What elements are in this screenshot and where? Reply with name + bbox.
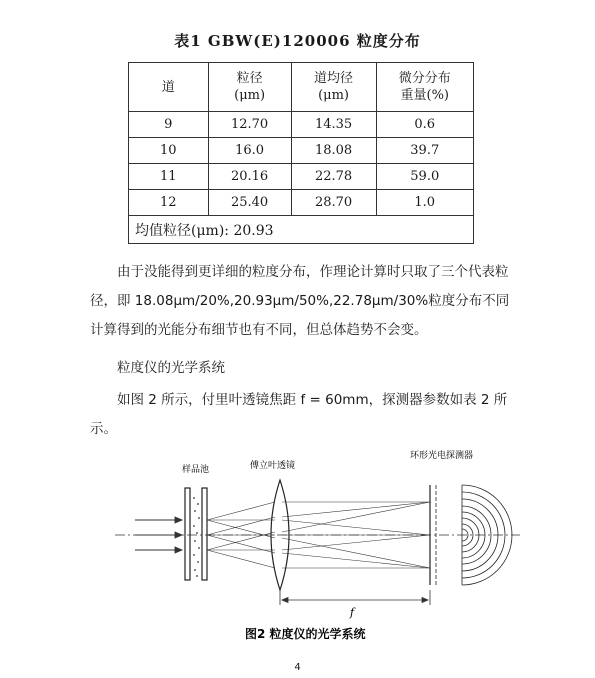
cell-weight: 39.7 [376, 138, 473, 164]
table-row [129, 138, 474, 164]
cell-mean-diameter: 18.08 [291, 138, 376, 164]
table-row [129, 164, 474, 190]
incident-beam [135, 517, 182, 553]
table-header-row [129, 63, 474, 112]
figure-caption: 图2 粒度仪的光学系统 [245, 627, 366, 641]
cell-diameter: 20.16 [208, 164, 291, 190]
section-heading-optics: 粒度仪的光学系统 [117, 360, 225, 376]
scattered-rays [207, 502, 275, 568]
cell-diameter: 16.0 [208, 138, 291, 164]
paragraph-optics-desc: 如图 2 所示，付里叶透镜焦距 f = 60mm，探测器参数如表 2 所示。 [90, 392, 508, 437]
cell-diameter: 12.70 [208, 112, 291, 138]
optical-system-figure [110, 440, 530, 655]
header-weight: 微分分布 重量(%) [376, 63, 473, 112]
cell-weight: 59.0 [376, 164, 473, 190]
sample-cell-label: 样品池 [182, 465, 210, 475]
cell-channel: 10 [129, 138, 209, 164]
cell-weight: 1.0 [376, 190, 473, 216]
cell-diameter: 25.40 [208, 190, 291, 216]
cell-mean-diameter: 22.78 [291, 164, 376, 190]
cell-channel: 11 [129, 164, 209, 190]
cell-mean-diameter: 14.35 [291, 112, 376, 138]
distribution-table [128, 62, 474, 244]
table-caption: 表1 GBW(E)120006 粒度分布 [174, 32, 421, 50]
mean-diameter-footer: 均值粒径(μm): 20.93 [129, 216, 474, 244]
table-row [129, 112, 474, 138]
focal-length-dimension [280, 590, 430, 605]
table-footer-row [129, 216, 474, 244]
focused-rays [282, 502, 430, 568]
focal-length-label: f [350, 606, 355, 619]
header-channel: 道 [129, 63, 209, 112]
cell-channel: 9 [129, 112, 209, 138]
paragraph-distribution-note: 由于没能得到更详细的粒度分布，作理论计算时只取了三个代表粒径，即 18.08μm/20%,20.93μm/50%,22.78μm/30%粒度分布不同计算得到的光能分布细节也有不同，但总体趋势不会变。 [90, 264, 510, 338]
cell-channel: 12 [129, 190, 209, 216]
page-number: 4 [294, 662, 301, 673]
lens-label: 傅立叶透镜 [250, 461, 296, 471]
ring-detector [462, 485, 512, 585]
sample-cell [185, 488, 207, 580]
header-mean-diameter: 道均径 (μm) [291, 63, 376, 112]
table-row [129, 190, 474, 216]
header-diameter: 粒径 (μm) [208, 63, 291, 112]
cell-mean-diameter: 28.70 [291, 190, 376, 216]
cell-weight: 0.6 [376, 112, 473, 138]
detector-label: 环形光电探测器 [410, 451, 474, 461]
